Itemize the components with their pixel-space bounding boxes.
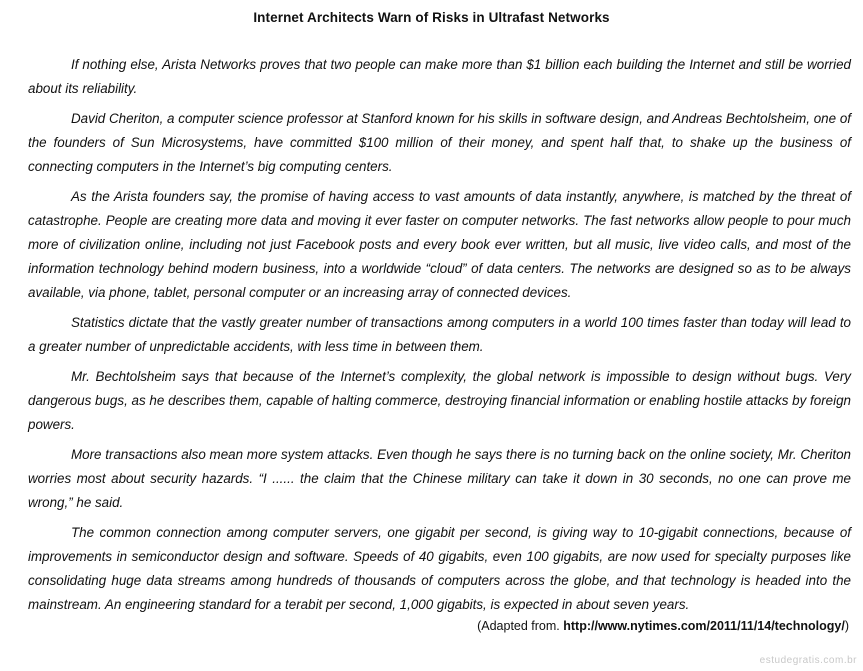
source-suffix: ) [844,619,849,633]
paragraph-1: If nothing else, Arista Networks proves that two people can make more than $1 billion each building the Internet and still be worried about its reliability. [28,57,851,96]
article-title: Internet Architects Warn of Risks in Ultrafast Networks [253,10,610,25]
source-citation [477,619,849,633]
article-body [28,53,851,623]
paragraph-2: David Cheriton, a computer science professor at Stanford known for his skills in software design, and Andreas Bechtolsheim, one of the founders of Sun Microsystems, have committed $100 million of their money, and spent half that, to shake up the business of connecting computers in the Internet’s big computing centers. [28,111,851,174]
paragraph-7: The common connection among computer servers, one gigabit per second, is giving way to 10-gigabit connections, because of improvements in semiconductor design and software. Speeds of 40 gigabits, even 100 gigabits, are now used for specialty purposes like consolidating huge data streams among hundreds of thousands of computers across the globe, and that technology is headed into the mainstream. An engineering standard for a terabit per second, 1,000 gigabits, is expected in about seven years. [28,525,851,612]
paragraph-5: Mr. Bechtolsheim says that because of the Internet’s complexity, the global network is impossible to design without bugs. Very dangerous bugs, as he describes them, capable of halting commerce, destroying financial information or enabling hostile attacks by foreign powers. [28,369,851,432]
paragraph-3: As the Arista founders say, the promise of having access to vast amounts of data instantly, anywhere, is matched by the threat of catastrophe. People are creating more data and moving it ever faster on computer networks. The fast networks allow people to pour much more of civilization online, including not just Facebook posts and every book ever written, but all music, live video calls, and most of the information technology behind modern business, into a worldwide “cloud” of data centers. The networks are designed so as to be always available, via phone, tablet, personal computer or an increasing array of connected devices. [28,189,851,300]
watermark: estudegratis.com.br [759,655,857,666]
source-prefix: (Adapted from. [477,619,564,633]
source-url: http://www.nytimes.com/2011/11/14/technology/ [563,619,845,633]
paragraph-6: More transactions also mean more system attacks. Even though he says there is no turning back on the online society, Mr. Cheriton worries most about security hazards. “I ...... the claim that the Chinese military can take it down in 30 seconds, no one can prove me wrong,” he said. [28,447,851,510]
paragraph-4: Statistics dictate that the vastly greater number of transactions among computers in a world 100 times faster than today will lead to a greater number of unpredictable accidents, with less time in between them. [28,315,851,354]
